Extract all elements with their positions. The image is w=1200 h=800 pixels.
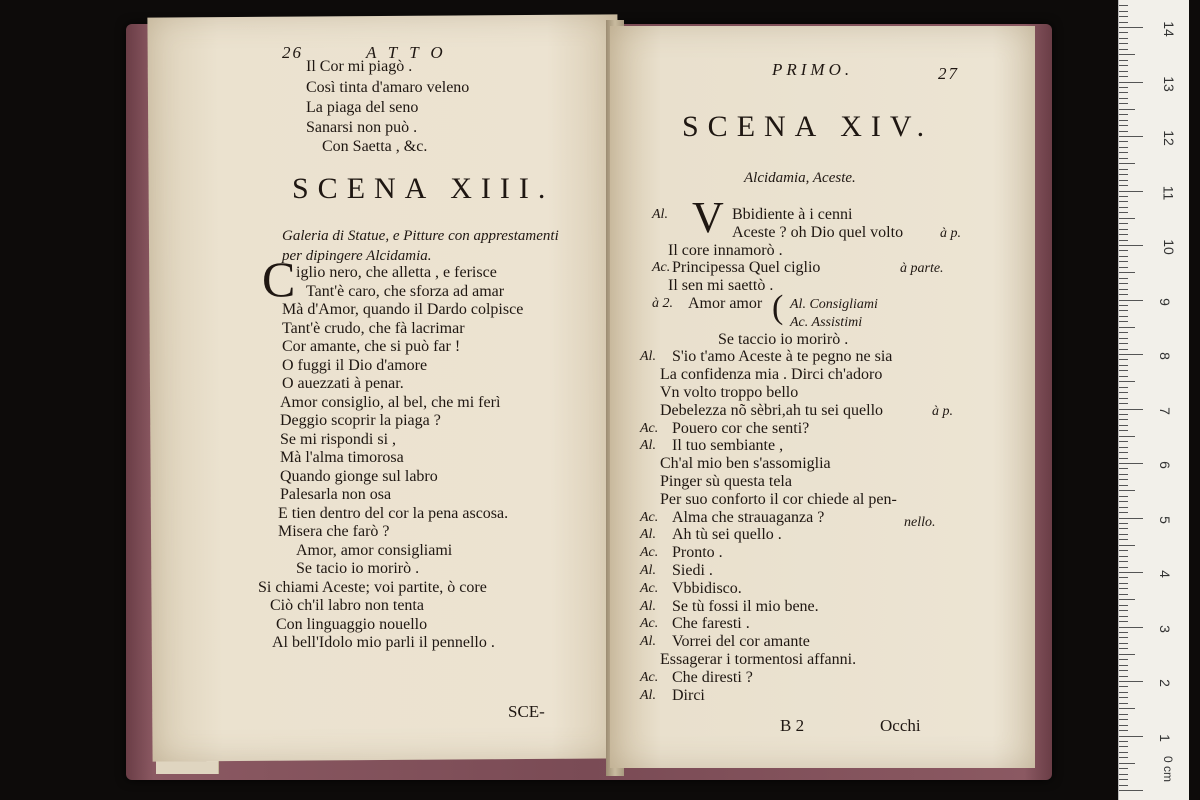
ruler-tick <box>1119 447 1128 448</box>
ruler-tick <box>1119 496 1128 497</box>
ruler-tick <box>1119 463 1143 464</box>
ruler-tick <box>1119 283 1128 284</box>
verse-line: Sanarsi non può . <box>306 119 418 136</box>
speaker-label: Ac. <box>640 669 659 685</box>
ruler-tick <box>1119 120 1128 121</box>
ruler-tick <box>1119 567 1128 568</box>
ruler-tick <box>1119 223 1128 224</box>
ruler-tick <box>1119 180 1128 181</box>
ruler-tick <box>1119 452 1128 453</box>
ruler-number: 14 <box>1160 21 1177 37</box>
ruler-tick <box>1119 425 1128 426</box>
ruler-tick <box>1119 458 1128 459</box>
ruler-tick <box>1119 54 1135 55</box>
verse-line: Tant'è caro, che sforza ad amar <box>306 282 505 300</box>
measuring-ruler <box>1118 0 1189 800</box>
ruler-tick <box>1119 621 1128 622</box>
speaker-label: Ac. <box>652 260 671 276</box>
ruler-tick <box>1119 125 1128 126</box>
ruler-tick <box>1119 518 1143 519</box>
speaker-label: Al. <box>640 349 656 365</box>
ruler-tick <box>1119 32 1128 33</box>
dialogue-line: Essagerar i tormentosi affanni. <box>660 651 857 668</box>
ruler-tick <box>1119 665 1128 666</box>
ruler-number: 4 <box>1156 570 1173 578</box>
dialogue-line: La confidenza mia . Dirci ch'adoro <box>660 366 883 384</box>
ruler-number: 7 <box>1156 406 1173 415</box>
dialogue-line: Per suo conforto il cor chiede al pen- <box>660 490 897 508</box>
aside-note: à p. <box>932 403 953 419</box>
ruler-tick <box>1119 343 1128 344</box>
ruler-tick <box>1119 643 1128 644</box>
verse-line: Se mi rispondi si , <box>280 430 397 448</box>
ruler-tick <box>1119 550 1128 551</box>
ruler-tick <box>1119 49 1128 50</box>
ruler-tick <box>1119 16 1128 17</box>
ruler-number: 11 <box>1160 185 1177 200</box>
ruler-tick <box>1119 218 1135 219</box>
speaker-label: Al. <box>640 438 656 454</box>
ruler-tick <box>1119 697 1128 698</box>
ruler-tick <box>1119 419 1128 420</box>
signature-mark: B 2 <box>780 716 805 735</box>
speaker-label: Ac. <box>640 616 659 632</box>
ruler-tick <box>1119 594 1128 595</box>
verse-line: Palesarla non osa <box>280 486 392 503</box>
ruler-tick <box>1119 414 1128 415</box>
ruler-tick <box>1119 76 1128 77</box>
dialogue-line: Il tuo sembiante , <box>672 437 784 455</box>
ruler-tick <box>1119 757 1128 758</box>
ruler-tick <box>1119 354 1143 355</box>
ruler-tick <box>1119 610 1128 611</box>
ruler-tick <box>1119 185 1128 186</box>
ruler-tick <box>1119 528 1128 529</box>
ruler-tick <box>1119 501 1128 502</box>
dialogue-line: Ch'al mio ben s'assomiglia <box>660 455 831 473</box>
character-list: Alcidamia, Aceste. <box>744 170 856 186</box>
ruler-number: 5 <box>1156 515 1173 524</box>
ruler-tick <box>1119 676 1128 677</box>
ruler-tick <box>1119 245 1143 246</box>
running-head: ATTO <box>366 43 455 62</box>
aside-note: nello. <box>904 514 936 530</box>
ruler-number: 13 <box>1160 75 1177 92</box>
ruler-tick <box>1119 321 1128 322</box>
ruler-tick <box>1119 212 1128 213</box>
aside-note: Al. Consigliami <box>790 297 878 312</box>
dialogue-line: Il sen mi saettò . <box>668 277 774 295</box>
ruler-tick <box>1119 392 1128 393</box>
brace-mark: ( <box>772 289 784 326</box>
ruler-tick <box>1119 468 1128 469</box>
drop-cap: C <box>262 251 296 307</box>
ruler-tick <box>1119 703 1128 704</box>
verse-line: Deggio scoprir la piaga ? <box>280 412 441 429</box>
verse-line: Si chiami Aceste; voi partite, ò core <box>258 578 487 596</box>
ruler-tick <box>1119 71 1128 72</box>
ruler-tick <box>1119 22 1128 23</box>
verse-line: Ciò ch'il labro non tenta <box>270 597 424 614</box>
ruler-tick <box>1119 240 1128 241</box>
ruler-number: 1 <box>1156 733 1173 742</box>
ruler-tick <box>1119 561 1128 562</box>
speaker-label: Ac. <box>640 420 659 436</box>
ruler-tick <box>1119 556 1128 557</box>
ruler-tick <box>1119 169 1128 170</box>
ruler-tick <box>1119 768 1128 769</box>
ruler-tick <box>1119 534 1128 535</box>
ruler-tick <box>1119 708 1135 709</box>
ruler-tick <box>1119 752 1128 753</box>
catchword: Occhi <box>880 716 921 735</box>
dialogue-line: Principessa Quel ciglio <box>672 259 821 277</box>
dialogue-line: Bbidiente à i cenni <box>732 206 853 223</box>
ruler-tick <box>1119 577 1128 578</box>
ruler-tick <box>1119 681 1143 682</box>
speaker-label: à 2. <box>652 296 673 311</box>
ruler-tick <box>1119 349 1128 350</box>
ruler-tick <box>1119 719 1128 720</box>
ruler-number: 9 <box>1156 297 1173 306</box>
verse-line: iglio nero, che alletta , e ferisce <box>296 264 497 281</box>
ruler-tick <box>1119 191 1143 192</box>
ruler-tick <box>1119 27 1143 28</box>
ruler-tick <box>1119 583 1128 584</box>
ruler-tick <box>1119 11 1128 12</box>
page-number: 27 <box>938 64 959 83</box>
ruler-tick <box>1119 654 1135 655</box>
verse-line: Se tacio io morirò . <box>296 560 420 577</box>
ruler-tick <box>1119 272 1135 273</box>
dialogue-line: Che faresti . <box>672 615 750 633</box>
verse-line: Misera che farò ? <box>278 523 390 540</box>
verse-line: Quando gionge sul labro <box>280 467 438 485</box>
ruler-tick <box>1119 289 1128 290</box>
ruler-tick <box>1119 131 1128 132</box>
ruler-unit: 0 cm <box>1161 755 1176 783</box>
ruler-tick <box>1119 250 1128 251</box>
ruler-tick <box>1119 207 1128 208</box>
ruler-tick <box>1119 627 1143 628</box>
verse-line: Il Cor mi piagò . <box>306 58 413 75</box>
verse-line: Al bell'Idolo mio parli il pennello . <box>272 634 495 651</box>
ruler-tick <box>1119 545 1135 546</box>
ruler-tick <box>1119 92 1128 93</box>
dialogue-line: Se tù fossi il mio bene. <box>672 597 819 615</box>
running-head: PRIMO. <box>772 60 854 79</box>
ruler-tick <box>1119 490 1135 491</box>
verse-line: O auezzati à penar. <box>282 375 404 392</box>
ruler-tick <box>1119 637 1128 638</box>
ruler-tick <box>1119 201 1128 202</box>
ruler-tick <box>1119 670 1128 671</box>
ruler-tick <box>1119 599 1135 600</box>
ruler-tick <box>1119 730 1128 731</box>
ruler-number: 8 <box>1156 352 1173 360</box>
dialogue-line: Pronto . <box>672 544 723 562</box>
ruler-tick <box>1119 294 1128 295</box>
ruler-tick <box>1119 60 1128 61</box>
ruler-tick <box>1119 229 1128 230</box>
ruler-tick <box>1119 338 1128 339</box>
ruler-tick <box>1119 403 1128 404</box>
scene-title: SCENA XIV. <box>682 110 934 143</box>
ruler-tick <box>1119 136 1143 137</box>
ruler-tick <box>1119 147 1128 148</box>
ruler-tick <box>1119 65 1128 66</box>
dialogue-line: Debelezza nõ sèbri,ah tu sei quello <box>660 401 884 419</box>
ruler-tick <box>1119 152 1128 153</box>
dialogue-line: Vorrei del cor amante <box>672 633 810 651</box>
dialogue-line: Amor amor <box>688 295 763 312</box>
ruler-tick <box>1119 436 1135 437</box>
aside-note: à parte. <box>900 261 944 277</box>
dialogue-line: Pouero cor che senti? <box>672 419 810 437</box>
aside-note: à p. <box>940 225 961 241</box>
ruler-tick <box>1119 376 1128 377</box>
ruler-tick <box>1119 409 1143 410</box>
ruler-tick <box>1119 38 1128 39</box>
ruler-tick <box>1119 261 1128 262</box>
ruler-tick <box>1119 485 1128 486</box>
verse-line: Mà d'Amor, quando il Dardo colpisce <box>282 301 524 318</box>
ruler-tick <box>1119 87 1128 88</box>
speaker-label: Ac. <box>640 509 659 525</box>
ruler-tick <box>1119 507 1128 508</box>
verse-line: La piaga del seno <box>306 99 419 116</box>
ruler-tick <box>1119 300 1143 301</box>
ruler-tick <box>1119 441 1128 442</box>
ruler-tick <box>1119 174 1128 175</box>
ruler-tick <box>1119 163 1135 164</box>
ruler-tick <box>1119 316 1128 317</box>
ruler-tick <box>1119 605 1128 606</box>
ruler-tick <box>1119 430 1128 431</box>
verse-line: Con Saetta , &c. <box>322 138 428 155</box>
speaker-label: Al. <box>652 207 668 222</box>
dialogue-line: Che diresti ? <box>672 668 753 686</box>
ruler-tick <box>1119 572 1143 573</box>
ruler-tick <box>1119 109 1135 110</box>
ruler-tick <box>1119 474 1128 475</box>
ruler-tick <box>1119 359 1128 360</box>
ruler-tick <box>1119 779 1128 780</box>
ruler-tick <box>1119 512 1128 513</box>
aside-note: Ac. Assistimi <box>790 314 863 330</box>
dialogue-line: Vbbidisco. <box>672 579 742 597</box>
dialogue-line: Vn volto troppo bello <box>660 384 799 401</box>
ruler-tick <box>1119 632 1128 633</box>
ruler-number: 2 <box>1156 679 1173 687</box>
ruler-tick <box>1119 790 1143 791</box>
catchword: SCE- <box>508 702 545 721</box>
dialogue-line: Pinger sù questa tela <box>660 473 792 490</box>
ruler-tick <box>1119 196 1128 197</box>
ruler-tick <box>1119 725 1128 726</box>
ruler-tick <box>1119 370 1128 371</box>
ruler-tick <box>1119 365 1128 366</box>
verse-line: Amor, amor consigliami <box>296 541 453 559</box>
ruler-tick <box>1119 774 1128 775</box>
ruler-tick <box>1119 305 1128 306</box>
speaker-label: Al. <box>640 634 656 650</box>
ruler-tick <box>1119 114 1128 115</box>
speaker-label: Ac. <box>640 580 659 596</box>
ruler-tick <box>1119 686 1128 687</box>
speaker-label: Ac. <box>640 545 659 561</box>
ruler-tick <box>1119 267 1128 268</box>
ruler-tick <box>1119 82 1143 83</box>
verse-line: Cor amante, che si può far ! <box>282 338 461 355</box>
verse-line: Con linguaggio nouello <box>276 615 428 633</box>
verse-line: Così tinta d'amaro veleno <box>306 79 470 96</box>
verse-line: E tien dentro del cor la pena ascosa. <box>278 504 509 522</box>
scene-title: SCENA XIII. <box>292 172 555 205</box>
ruler-tick <box>1119 659 1128 660</box>
ruler-number: 12 <box>1160 130 1177 146</box>
dialogue-line: Alma che strauaganza ? <box>672 508 825 526</box>
dialogue-line: Dirci <box>672 686 705 704</box>
ruler-tick <box>1119 763 1135 764</box>
ruler-tick <box>1119 141 1128 142</box>
speaker-label: Al. <box>640 527 656 543</box>
ruler-tick <box>1119 588 1128 589</box>
dialogue-line: Ah tù sei quello . <box>672 526 782 544</box>
ruler-tick <box>1119 381 1135 382</box>
stage-direction: Galeria di Statue, e Pitture con apprestamenti per dipingere Alcidamia. <box>282 228 559 264</box>
verse-line: Tant'è crudo, che fà lacrimar <box>282 319 465 337</box>
ruler-tick <box>1119 234 1128 235</box>
ruler-tick <box>1119 692 1128 693</box>
verse-line: O fuggi il Dio d'amore <box>282 356 428 374</box>
ruler-tick <box>1119 310 1128 311</box>
ruler-tick <box>1119 539 1128 540</box>
ruler-tick <box>1119 158 1128 159</box>
drop-cap: V <box>692 193 724 242</box>
dialogue-line: Il core innamorò . <box>668 241 783 259</box>
ruler-tick <box>1119 714 1128 715</box>
verse-line: Mà l'alma timorosa <box>280 449 404 466</box>
ruler-number: 10 <box>1160 239 1177 255</box>
ruler-tick <box>1119 398 1128 399</box>
dialogue-line: Siedi . <box>672 562 713 579</box>
ruler-tick <box>1119 98 1128 99</box>
ruler-tick <box>1119 479 1128 480</box>
ruler-tick <box>1119 327 1135 328</box>
ruler-tick <box>1119 785 1128 786</box>
ruler-tick <box>1119 278 1128 279</box>
ruler-tick <box>1119 616 1128 617</box>
speaker-label: Al. <box>640 563 656 578</box>
ruler-tick <box>1119 103 1128 104</box>
ruler-tick <box>1119 5 1128 6</box>
dialogue-line: Se taccio io morirò . <box>718 330 849 348</box>
ruler-number: 6 <box>1156 461 1173 469</box>
ruler-tick <box>1119 387 1128 388</box>
dialogue-line: Aceste ? oh Dio quel volto <box>732 223 904 241</box>
dialogue-line: S'io t'amo Aceste à te pegno ne sia <box>672 348 893 366</box>
ruler-tick <box>1119 256 1128 257</box>
ruler-tick <box>1119 648 1128 649</box>
speaker-label: Al. <box>640 598 656 614</box>
ruler-number: 3 <box>1156 624 1173 633</box>
ruler-tick <box>1119 746 1128 747</box>
ruler-tick <box>1119 523 1128 524</box>
ruler-tick <box>1119 43 1128 44</box>
ruler-tick <box>1119 741 1128 742</box>
page-number: 26 <box>282 43 303 62</box>
ruler-tick <box>1119 736 1143 737</box>
speaker-label: Al. <box>640 687 656 703</box>
ruler-tick <box>1119 332 1128 333</box>
verse-line: Amor consiglio, al bel, che mi ferì <box>280 393 501 411</box>
